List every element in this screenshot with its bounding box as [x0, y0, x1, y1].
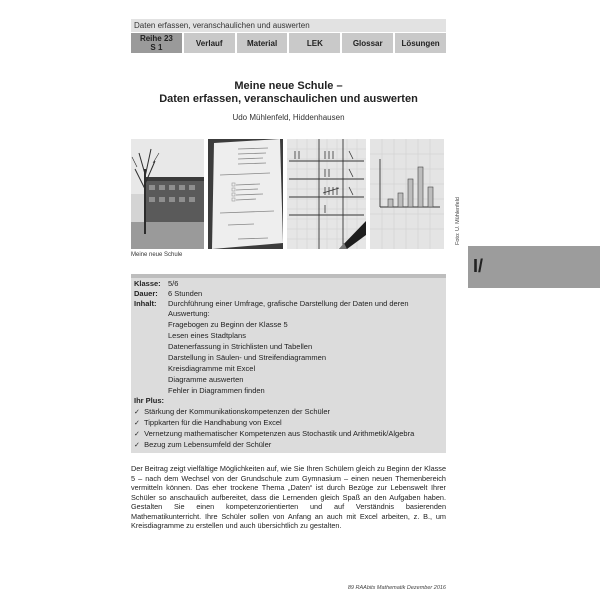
tab-page-label: S 1: [150, 43, 163, 52]
plus-item-text: Tippkarten für die Handhabung von Excel: [143, 418, 282, 427]
plus-item-text: Vernetzung mathematischer Kompetenzen aus Stochastik und Arithmetik/Algebra: [144, 429, 415, 438]
info-box: [131, 274, 446, 453]
plus-item: [134, 407, 330, 418]
check-icon: ✓: [134, 420, 140, 427]
inhalt-line-1: Durchführung einer Umfrage, grafische Darstellung der Daten und deren: [168, 299, 409, 308]
dauer-value: 6 Stunden: [168, 289, 203, 298]
school-building-photo: [131, 139, 204, 249]
plus-item: [134, 418, 282, 429]
section-side-tab[interactable]: [468, 246, 600, 288]
bar-chart-photo: [370, 139, 444, 249]
title-line-1: Meine neue Schule –: [234, 80, 343, 92]
tab-material[interactable]: Material: [237, 33, 288, 53]
side-tab-label: I/: [473, 256, 484, 276]
inhalt-item: Darstellung in Säulen- und Streifendiagrammen: [168, 353, 327, 362]
series-title: Daten erfassen, veranschaulichen und auswerten: [131, 19, 446, 32]
tab-reihe[interactable]: [131, 33, 182, 53]
intro-paragraph: Der Beitrag zeigt vielfältige Möglichkeiten auf, wie Sie Ihren Schülern gleich zu Beginn der Klasse 5 – nach dem Wechsel von der Grundschule zum Gymnasium – einen neuen Themenbereich vermitteln können. Das eher trockene Thema „Daten“ ist durch Bezüge zur Lebenswelt Ihrer Schüler so anschaulich aufbereitet, dass die Lernenden gleich Spaß an den Aufgaben haben. Gestalten Sie einen kompetenzorientierten und auf Verständnis basierenden Mathematikunterricht. Ihre Schüler sollen von Anfang an auch mit Excel arbeiten, z. B., um Kreisdiagramme zu erstellen und auch übersichtlich zu gestalten.: [131, 464, 446, 530]
info-box-header-bar: [131, 274, 446, 278]
inhalt-item: Fragebogen zu Beginn der Klasse 5: [168, 320, 288, 329]
photo-credit: Foto: U. Mühlenfeld: [455, 197, 461, 245]
page-footer: 89 RAAbits Mathematik Dezember 2016: [347, 585, 446, 591]
title-line-2: Daten erfassen, veranschaulichen und auswerten: [159, 93, 418, 105]
check-icon: ✓: [134, 442, 140, 449]
check-icon: ✓: [134, 431, 140, 438]
tab-reihe-label: Reihe 23: [139, 34, 173, 43]
questionnaire-photo: [208, 139, 283, 249]
plus-item-text: Stärkung der Kommunikationskompetenzen der Schüler: [144, 407, 331, 416]
tab-loesungen[interactable]: Lösungen: [395, 33, 446, 53]
tab-verlauf[interactable]: Verlauf: [184, 33, 235, 53]
klasse-label: Klasse:: [134, 279, 161, 288]
author: Udo Mühlenfeld, Hiddenhausen: [232, 113, 345, 122]
plus-label: Ihr Plus:: [134, 396, 165, 405]
tab-glossar[interactable]: Glossar: [342, 33, 393, 53]
photo-caption: Meine neue Schule: [131, 252, 183, 258]
inhalt-item: Diagramme auswerten: [168, 375, 244, 384]
plus-item: [134, 429, 414, 440]
plus-item-text: Bezug zum Lebensumfeld der Schüler: [144, 440, 272, 449]
inhalt-line-2: Auswertung:: [168, 309, 210, 318]
inhalt-item: Datenerfassung in Strichlisten und Tabellen: [168, 342, 313, 351]
plus-item: [134, 440, 271, 451]
dauer-label: Dauer:: [134, 289, 158, 298]
klasse-value: 5/6: [168, 279, 179, 288]
page-title: [131, 80, 446, 106]
tally-sheet-photo: [287, 139, 366, 249]
inhalt-item: Kreisdiagramme mit Excel: [168, 364, 256, 373]
check-icon: ✓: [134, 409, 140, 416]
inhalt-item: Fehler in Diagrammen finden: [168, 386, 265, 395]
inhalt-item: Lesen eines Stadtplans: [168, 331, 246, 340]
top-navigation: [131, 33, 446, 53]
tab-lek[interactable]: LEK: [289, 33, 340, 53]
inhalt-label: Inhalt:: [134, 299, 157, 308]
